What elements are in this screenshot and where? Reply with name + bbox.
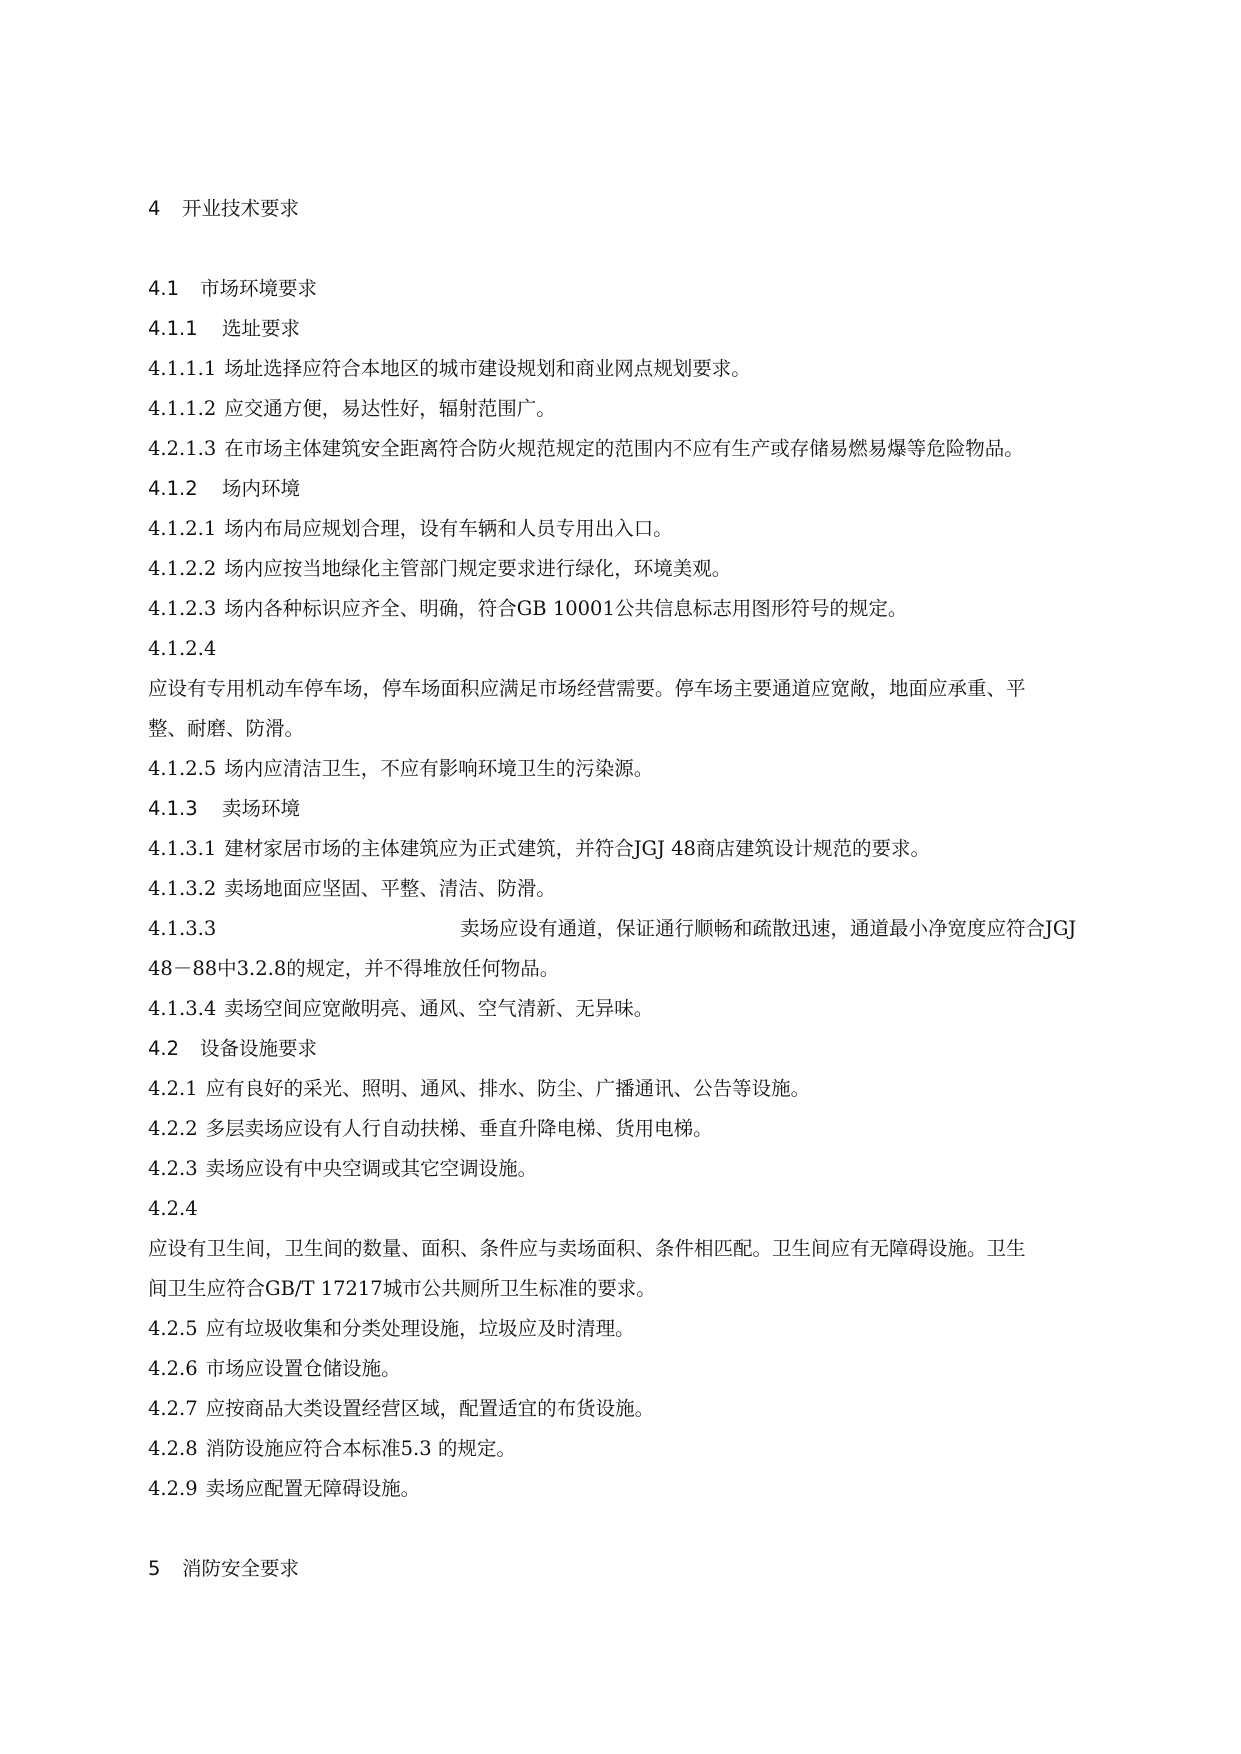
clause-4-1-1-2 (148, 396, 1143, 422)
clause-4-1-2-4-text-line2: 整、耐磨、防滑。 (148, 717, 305, 740)
clause-4-1-2-1 (148, 516, 1143, 542)
clause-number: 4.2.1 (148, 1077, 198, 1100)
clause-text: 卖场空间应宽敞明亮、通风、空气清新、无异味。 (224, 997, 654, 1020)
clause-4-2-4-text-line1: 应设有卫生间，卫生间的数量、面积、条件应与卖场面积、条件相匹配。卫生间应有无障碍设施。卫生 (148, 1237, 1026, 1260)
section-number: 4.1.1 (148, 317, 198, 340)
clause-number: 4.1.2.3 (148, 597, 217, 620)
clause-4-2-9 (148, 1476, 1143, 1502)
clause-number: 4.1.2.5 (148, 757, 217, 780)
section-title: 市场环境要求 (200, 277, 318, 300)
clause-4-1-1-1 (148, 356, 1143, 382)
clause-number: 4.2.9 (148, 1477, 198, 1500)
section-heading-4-2 (148, 1036, 1143, 1062)
clause-4-2-5 (148, 1316, 1143, 1342)
clause-4-1-3-4 (148, 996, 1143, 1022)
section-title: 场内环境 (222, 477, 301, 500)
clause-number: 4.1.3.2 (148, 877, 217, 900)
section-title: 开业技术要求 (182, 197, 300, 220)
clause-number: 4.2.2 (148, 1117, 198, 1140)
clause-text: 应按商品大类设置经营区域，配置适宜的布货设施。 (205, 1397, 655, 1420)
clause-text: 卖场地面应坚固、平整、清洁、防滑。 (224, 877, 556, 900)
section-heading-4-1 (148, 276, 1143, 302)
clause-number: 4.1.2.1 (148, 517, 217, 540)
clause-4-1-3-3 (148, 916, 1143, 942)
section-title: 选址要求 (222, 317, 301, 340)
clause-4-1-2-3 (148, 596, 1143, 622)
clause-4-2-4-number: 4.2.4 (148, 1197, 198, 1220)
clause-number: 4.1.3.4 (148, 997, 217, 1020)
clause-text: 场内布局应规划合理，设有车辆和人员专用出入口。 (224, 517, 673, 540)
clause-text: 场内应按当地绿化主管部门规定要求进行绿化，环境美观。 (224, 557, 732, 580)
clause-text: 在市场主体建筑安全距离符合防火规范规定的范围内不应有生产或存储易燃易爆等危险物品。 (224, 437, 1024, 460)
clause-number: 4.2.6 (148, 1357, 198, 1380)
section-title: 卖场环境 (222, 797, 301, 820)
clause-text: 应有垃圾收集和分类处理设施，垃圾应及时清理。 (205, 1317, 635, 1340)
section-heading-4-1-1 (148, 316, 1143, 342)
section-heading-4-1-2 (148, 476, 1143, 502)
section-number: 4 (148, 197, 161, 220)
section-number: 4.1.3 (148, 797, 198, 820)
clause-4-2-8 (148, 1436, 1143, 1462)
clause-number: 4.1.1.2 (148, 397, 217, 420)
clause-number: 4.2.7 (148, 1397, 198, 1420)
section-number: 4.2 (148, 1037, 180, 1060)
clause-4-2-1 (148, 1076, 1143, 1102)
clause-number: 4.1.2.2 (148, 557, 217, 580)
clause-4-2-3 (148, 1156, 1143, 1182)
clause-4-1-2-4-number: 4.1.2.4 (148, 637, 217, 660)
clause-4-1-3-1 (148, 836, 1143, 862)
clause-number: 4.2.5 (148, 1317, 198, 1340)
clause-4-2-6 (148, 1356, 1143, 1382)
clause-number: 4.1.3.1 (148, 837, 217, 860)
section-number: 4.1.2 (148, 477, 198, 500)
section-heading-4-1-3 (148, 796, 1143, 822)
clause-text: 多层卖场应设有人行自动扶梯、垂直升降电梯、货用电梯。 (205, 1117, 713, 1140)
clause-text-line1: 卖场应设有通道，保证通行顺畅和疏散迅速，通道最小净宽度应符合JGJ (460, 917, 1077, 940)
clause-4-1-2-2 (148, 556, 1143, 582)
section-heading-4 (148, 196, 1143, 222)
section-title: 消防安全要求 (182, 1557, 300, 1580)
clause-4-1-2-4-text-line1: 应设有专用机动车停车场，停车场面积应满足市场经营需要。停车场主要通道应宽敞，地面应承重、平 (148, 677, 1026, 700)
section-heading-5 (148, 1556, 1143, 1582)
clause-4-2-2 (148, 1116, 1143, 1142)
clause-4-2-4-text-line2: 间卫生应符合GB/T 17217城市公共厕所卫生标准的要求。 (148, 1277, 656, 1300)
clause-number: 4.2.8 (148, 1437, 198, 1460)
clause-4-1-3-3-text-line2: 48－88中3.2.8的规定，并不得堆放任何物品。 (148, 957, 560, 980)
clause-number: 4.2.1.3 (148, 437, 217, 460)
clause-text: 建材家居市场的主体建筑应为正式建筑，并符合JGJ 48商店建筑设计规范的要求。 (224, 837, 930, 860)
clause-4-1-3-2 (148, 876, 1143, 902)
section-title: 设备设施要求 (200, 1037, 318, 1060)
clause-text: 应有良好的采光、照明、通风、排水、防尘、广播通讯、公告等设施。 (205, 1077, 811, 1100)
clause-text: 卖场应配置无障碍设施。 (205, 1477, 421, 1500)
clause-4-2-7 (148, 1396, 1143, 1422)
clause-number: 4.1.1.1 (148, 357, 217, 380)
clause-text: 消防设施应符合本标准5.3 的规定。 (205, 1437, 516, 1460)
clause-text: 场址选择应符合本地区的城市建设规划和商业网点规划要求。 (224, 357, 751, 380)
clause-text: 卖场应设有中央空调或其它空调设施。 (205, 1157, 538, 1180)
clause-text: 市场应设置仓储设施。 (205, 1357, 401, 1380)
section-number: 4.1 (148, 277, 180, 300)
clause-4-2-1-3 (148, 436, 1143, 462)
section-number: 5 (148, 1557, 161, 1580)
clause-4-1-2-5 (148, 756, 1143, 782)
clause-text: 应交通方便，易达性好，辐射范围广。 (224, 397, 556, 420)
clause-number: 4.2.3 (148, 1157, 198, 1180)
clause-number: 4.1.3.3 (148, 917, 217, 940)
clause-text: 场内应清洁卫生，不应有影响环境卫生的污染源。 (224, 757, 654, 780)
clause-text: 场内各种标识应齐全、明确，符合GB 10001公共信息标志用图形符号的规定。 (224, 597, 908, 620)
